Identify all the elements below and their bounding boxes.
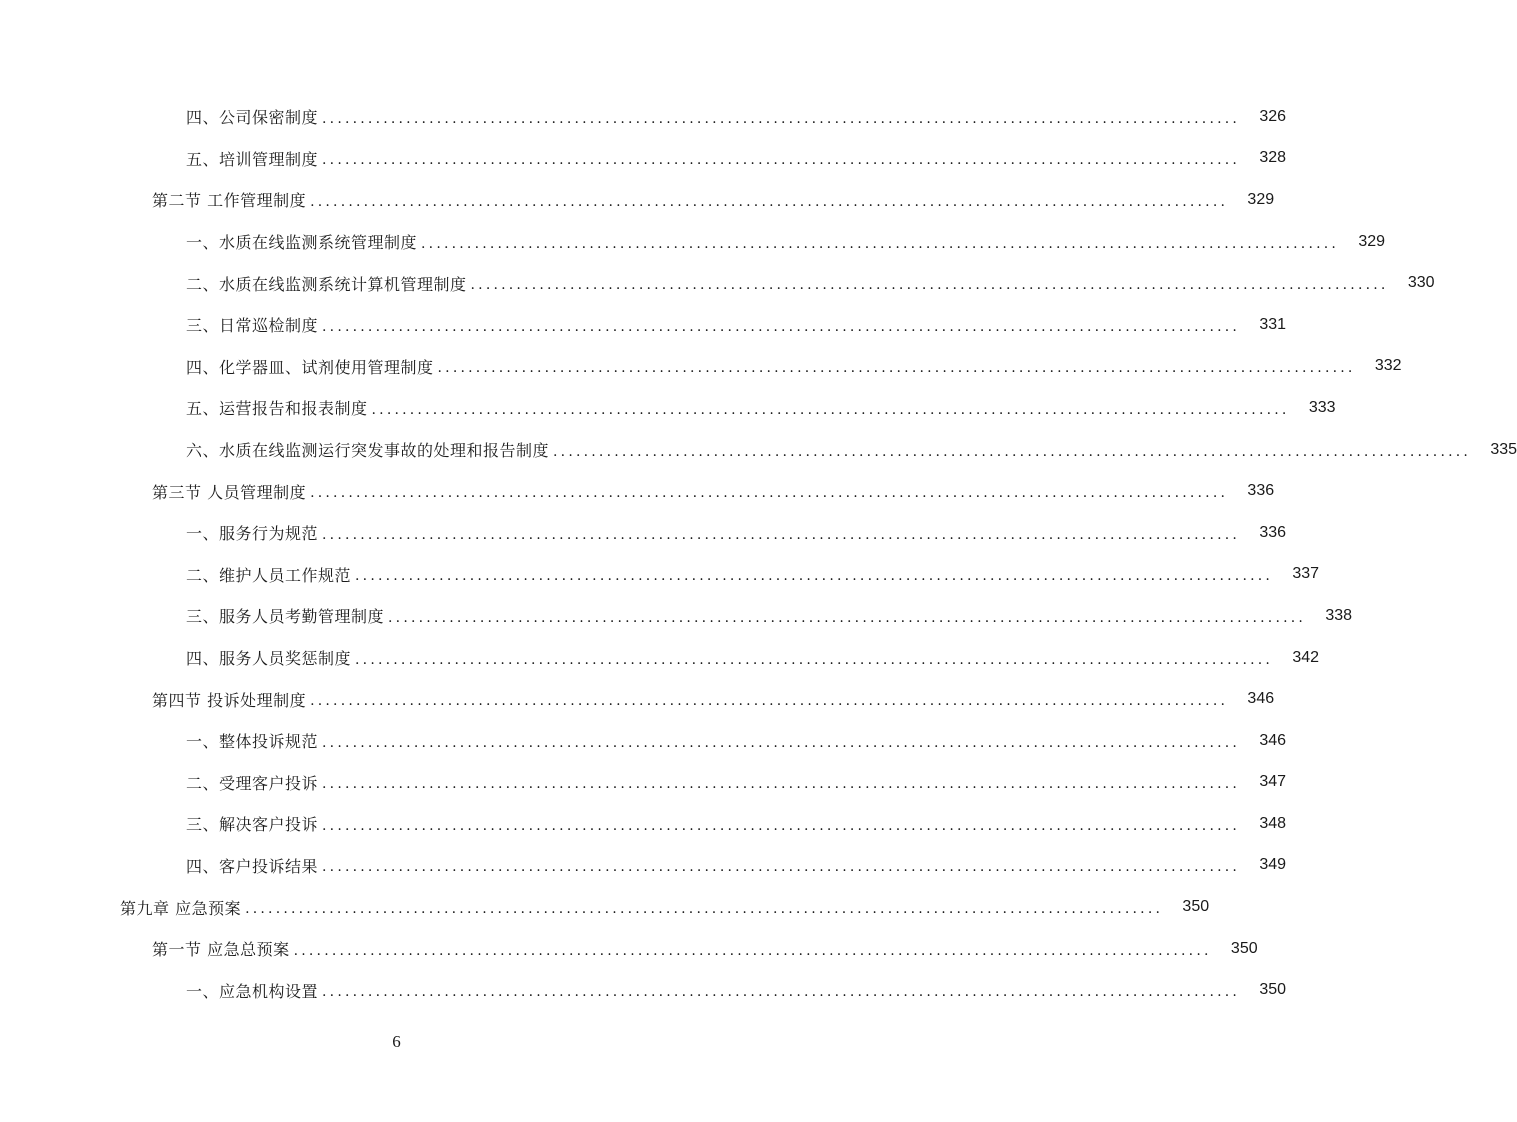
toc-entry[interactable] [0, 969, 1287, 1011]
toc-entry-page: 337 [1292, 565, 1320, 583]
toc-leader-dots: ........................................................................................................................ [310, 193, 1229, 210]
page-number: 6 [392, 1032, 401, 1051]
toc-leader-dots: ........................................................................................................................ [355, 568, 1274, 585]
toc-entry[interactable] [0, 720, 1287, 762]
toc-entry[interactable] [0, 470, 1275, 512]
toc-leader-dots: ........................................................................................................................ [322, 817, 1241, 834]
toc-entry[interactable] [0, 221, 1386, 263]
toc-entry-page: 349 [1259, 856, 1287, 874]
toc-entry[interactable] [0, 179, 1275, 221]
toc-entry-page: 347 [1259, 773, 1287, 791]
toc-entry-title: 二、受理客户投诉 [186, 773, 319, 793]
toc-entry-title: 第二节 工作管理制度 [152, 191, 307, 211]
toc-entry-page: 348 [1259, 814, 1287, 832]
toc-entry-page: 346 [1247, 690, 1275, 708]
toc-leader-dots: ........................................................................................................................ [355, 651, 1274, 668]
toc-entry-page: 336 [1247, 482, 1275, 500]
toc-leader-dots: ........................................................................................................................ [421, 235, 1340, 252]
toc-entry-page: 331 [1259, 315, 1287, 333]
toc-entry[interactable] [0, 429, 1517, 471]
toc-leader-dots: ........................................................................................................................ [310, 485, 1229, 502]
toc-entry-page: 338 [1325, 606, 1353, 624]
toc-entry-title: 四、化学器皿、试剂使用管理制度 [186, 357, 434, 377]
toc-entry-page: 328 [1259, 149, 1287, 167]
toc-leader-dots: ........................................................................................................................ [310, 693, 1229, 710]
toc-leader-dots: ........................................................................................................................ [388, 609, 1307, 626]
toc-entry-page: 329 [1247, 190, 1275, 208]
toc-entry-title: 六、水质在线监测运行突发事故的处理和报告制度 [186, 441, 550, 461]
toc-leader-dots: ........................................................................................................................ [293, 942, 1212, 959]
toc-leader-dots: ........................................................................................................................ [322, 984, 1241, 1001]
toc-entry-title: 二、水质在线监测系统计算机管理制度 [186, 274, 467, 294]
toc-leader-dots: ........................................................................................................................ [322, 152, 1241, 169]
toc-entry[interactable] [0, 845, 1287, 887]
toc-entry[interactable] [0, 637, 1320, 679]
toc-entry[interactable] [0, 262, 1435, 304]
toc-entry-page: 350 [1230, 939, 1258, 957]
toc-entry-title: 三、日常巡检制度 [186, 316, 319, 336]
toc-entry-page: 350 [1259, 981, 1287, 999]
toc-entry-page: 330 [1407, 274, 1435, 292]
toc-entry-page: 329 [1358, 232, 1386, 250]
toc-entry-title: 五、运营报告和报表制度 [186, 399, 368, 419]
toc-entry-title: 第三节 人员管理制度 [152, 482, 307, 502]
toc-leader-dots: ........................................................................................................................ [322, 859, 1241, 876]
toc-entry-title: 五、培训管理制度 [186, 149, 319, 169]
toc-entry[interactable] [0, 678, 1275, 720]
toc-entry[interactable] [0, 554, 1320, 596]
toc-leader-dots: ........................................................................................................................ [322, 318, 1241, 335]
table-of-contents [0, 96, 1517, 1011]
toc-entry-title: 一、服务行为规范 [186, 524, 319, 544]
toc-entry[interactable] [0, 138, 1287, 180]
toc-entry-page: 333 [1308, 398, 1336, 416]
toc-entry-page: 342 [1292, 648, 1320, 666]
toc-entry[interactable] [0, 762, 1287, 804]
toc-entry[interactable] [0, 886, 1210, 928]
toc-entry-title: 第一节 应急总预案 [152, 940, 290, 960]
toc-leader-dots: ........................................................................................................................ [553, 443, 1472, 460]
toc-leader-dots: ........................................................................................................................ [322, 110, 1241, 127]
toc-entry-title: 四、服务人员奖惩制度 [186, 649, 352, 669]
toc-entry[interactable] [0, 803, 1287, 845]
toc-leader-dots: ........................................................................................................................ [322, 734, 1241, 751]
toc-leader-dots: ........................................................................................................................ [371, 401, 1290, 418]
toc-leader-dots: ........................................................................................................................ [437, 360, 1356, 377]
toc-entry-title: 三、服务人员考勤管理制度 [186, 607, 385, 627]
toc-entry[interactable] [0, 512, 1287, 554]
toc-entry-page: 326 [1259, 107, 1287, 125]
toc-entry[interactable] [0, 928, 1258, 970]
toc-entry-title: 三、解决客户投诉 [186, 815, 319, 835]
toc-entry-title: 一、整体投诉规范 [186, 732, 319, 752]
toc-entry[interactable] [0, 346, 1402, 388]
toc-entry-page: 332 [1374, 357, 1402, 375]
toc-entry-title: 二、维护人员工作规范 [186, 565, 352, 585]
toc-entry-page: 335 [1490, 440, 1517, 458]
toc-entry-title: 第九章 应急预案 [120, 898, 242, 918]
toc-entry[interactable] [0, 387, 1336, 429]
toc-leader-dots: ........................................................................................................................ [470, 277, 1389, 294]
toc-leader-dots: ........................................................................................................................ [322, 776, 1241, 793]
toc-entry-title: 一、水质在线监测系统管理制度 [186, 233, 418, 253]
toc-entry-title: 四、公司保密制度 [186, 108, 319, 128]
toc-leader-dots: ........................................................................................................................ [322, 526, 1241, 543]
toc-entry[interactable] [0, 96, 1287, 138]
toc-entry-title: 第四节 投诉处理制度 [152, 690, 307, 710]
toc-leader-dots: ........................................................................................................................ [245, 901, 1164, 918]
toc-entry-page: 350 [1182, 898, 1210, 916]
toc-entry[interactable] [0, 595, 1353, 637]
toc-entry-title: 四、客户投诉结果 [186, 856, 319, 876]
toc-entry[interactable] [0, 304, 1287, 346]
toc-entry-page: 346 [1259, 731, 1287, 749]
toc-entry-title: 一、应急机构设置 [186, 981, 319, 1001]
toc-entry-page: 336 [1259, 523, 1287, 541]
